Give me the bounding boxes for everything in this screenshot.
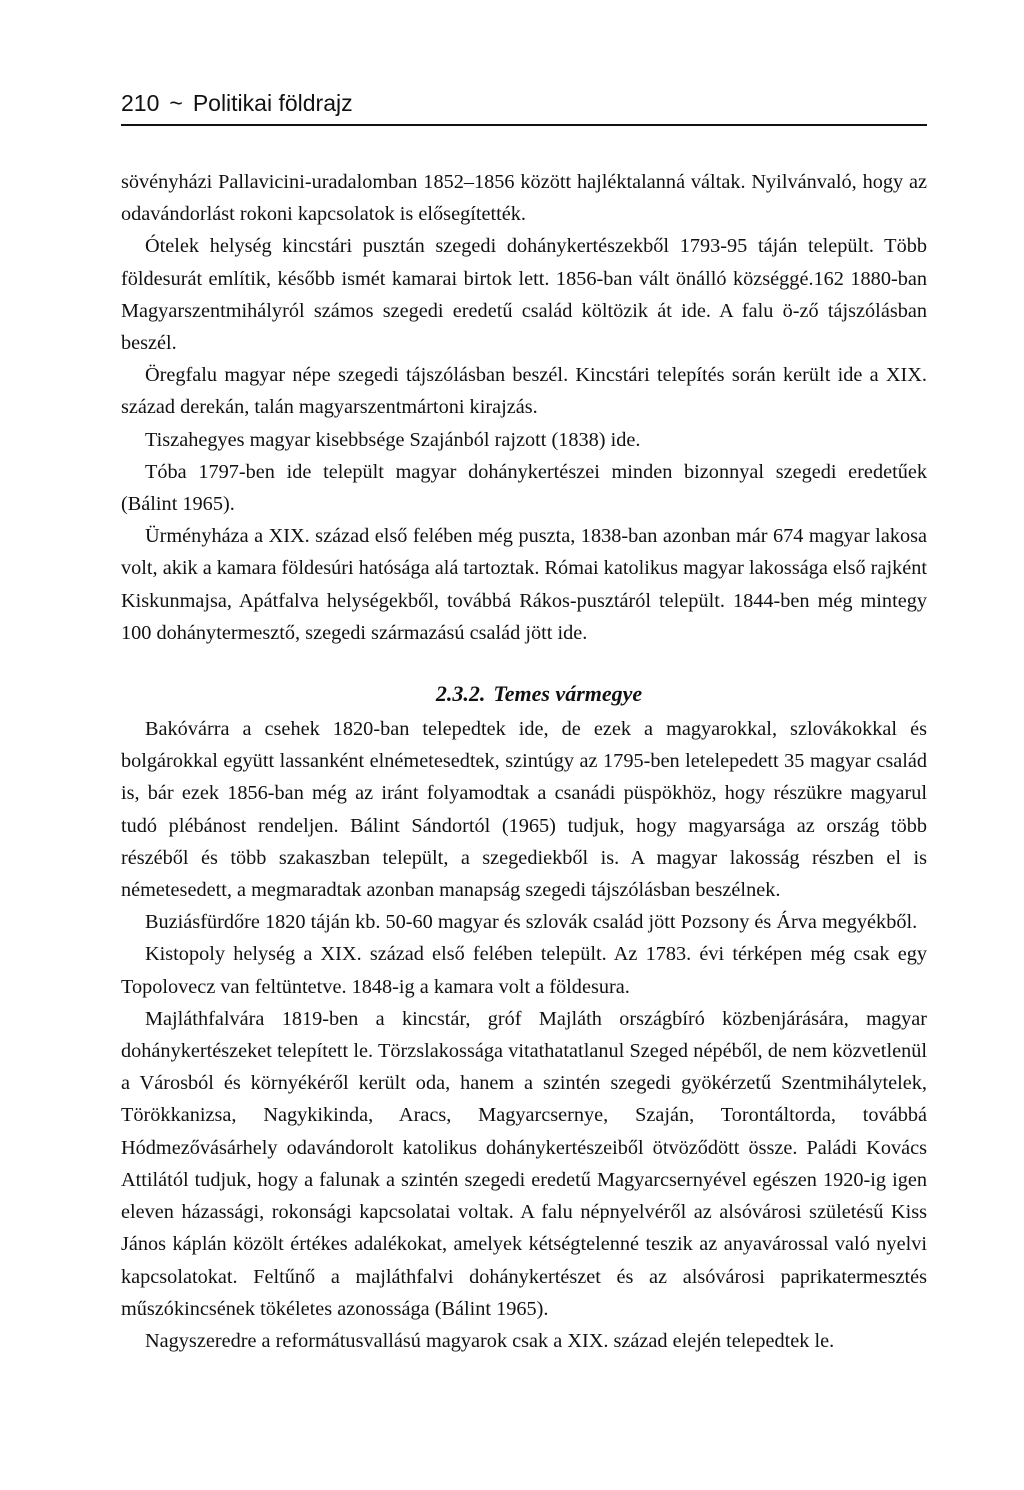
page-number: 210: [121, 90, 160, 116]
paragraph-toba: Tóba 1797-ben ide települt magyar dohánykertészei minden bizonnyal szegedi eredetűek (Bálint 1965).: [121, 460, 927, 516]
header-rule: [121, 124, 927, 126]
paragraph-nagyszered: Nagyszeredre a reformátusvallású magyarok csak a XIX. század elején telepedtek le.: [145, 1329, 835, 1352]
paragraph-majlathfalva: Majláthfalvára 1819-ben a kincstár, gróf Majláth országbíró közbenjárására, magyar dohánykertészeket telepített le. Törzslakossága vitathatatlanul Szeged népéből, de nem közvetlenül a Városból és környékéről került oda, hanem a szintén szegedi gyökérzetű Szentmihálytelek, Törökkanizsa, Nagykikinda, Aracs, Magyarcsernye, Szaján, Torontáltorda, továbbá Hódmezővásárhely odavándorolt katolikus dohánykertészeiből ötvöződött össze. Paládi Kovács Attilától tudjuk, hogy a falunak a szintén szegedi eredetű Magyarcsernyével egészen 1920-ig igen eleven házassági, rokonsági kapcsolatai voltak. A falu népnyelvéről az alsóvárosi születésű Kiss János káplán közölt értékes adalékokat, amelyek kétségtelenné teszik az anyavárossal való nyelvi kapcsolatokat. Feltűnő a majláthfalvi dohánykertészet és az alsóvárosi paprikatermesztés műszókincsének tökéletes azonossága (Bálint 1965).: [121, 1007, 927, 1320]
book-page: [121, 80, 927, 1357]
paragraph-buziasfurdo: Buziásfürdőre 1820 táján kb. 50-60 magyar és szlovák család jött Pozsony és Árva megyékből.: [145, 911, 918, 934]
paragraph-tiszahegyes: Tiszahegyes magyar kisebbsége Szajánból rajzott (1838) ide.: [145, 428, 641, 451]
section-title: Temes vármegye: [493, 681, 643, 707]
header-separator: ~: [169, 90, 183, 116]
paragraph-bakovar: Bakóvárra a csehek 1820-ban telepedtek ide, de ezek a magyarokkal, szlovákokkal és bolgárokkal együtt lassanként elnémetesedtek, szintúgy az 1795-ben letelepedett 35 magyar család is, bár ezek 1856-ban még az iránt folyamodtak a csanádi püspökhöz, hogy részükre magyarul tudó plébánost rendeljen. Bálint Sándortól (1965) tudjuk, hogy magyarsága az ország több részéből és több szakaszban települt, a szegediekből is. A magyar lakosság részben el is németesedett, a megmaradtak azonban manapság szegedi tájszólásban beszélnek.: [121, 718, 927, 902]
section-number: 2.3.2.: [435, 681, 486, 707]
running-head-title: Politikai földrajz: [192, 90, 353, 116]
body-text: [121, 166, 927, 1357]
paragraph-urmenyhaza: Ürményháza a XIX. század első felében még puszta, 1838-ban azonban már 674 magyar lakosa volt, akik a kamara földesúri hatósága alá tartoztak. Római katolikus magyar lakossága első rajként Kiskunmajsa, Apátfalva helységekből, továbbá Rákos-pusztáról települt. 1844-ben még mintegy 100 dohánytermesztő, szegedi származású család jött ide.: [121, 525, 927, 644]
paragraph-kistopoly: Kistopoly helység a XIX. század első felében települt. Az 1783. évi térképen még csak egy Topolovecz van feltüntetve. 1848-ig a kamara volt a földesura.: [121, 943, 927, 998]
paragraph-oregfalu: Öregfalu magyar népe szegedi tájszólásban beszél. Kincstári telepítés során került ide a XIX. század derekán, talán magyarszentmártoni kirajzás.: [121, 364, 927, 419]
paragraph-sovenyhaza-continued: sövényházi Pallavicini-uradalomban 1852–1856 között hajléktalanná váltak. Nyilvánvaló, hogy az odavándorlást rokoni kapcsolatok is elősegítették.: [121, 171, 927, 226]
running-head: [121, 80, 927, 118]
section-heading: [121, 679, 927, 709]
paragraph-otelek: Ótelek helység kincstári pusztán szegedi dohánykertészekből 1793-95 táján települt. Több földesurát említik, később ismét kamarai birtok lett. 1856-ban vált önálló községgé.162 1880-ban Magyarszentmihályról számos szegedi eredetű család költözik át ide. A falu ö-ző tájszólásban beszél.: [121, 235, 927, 355]
